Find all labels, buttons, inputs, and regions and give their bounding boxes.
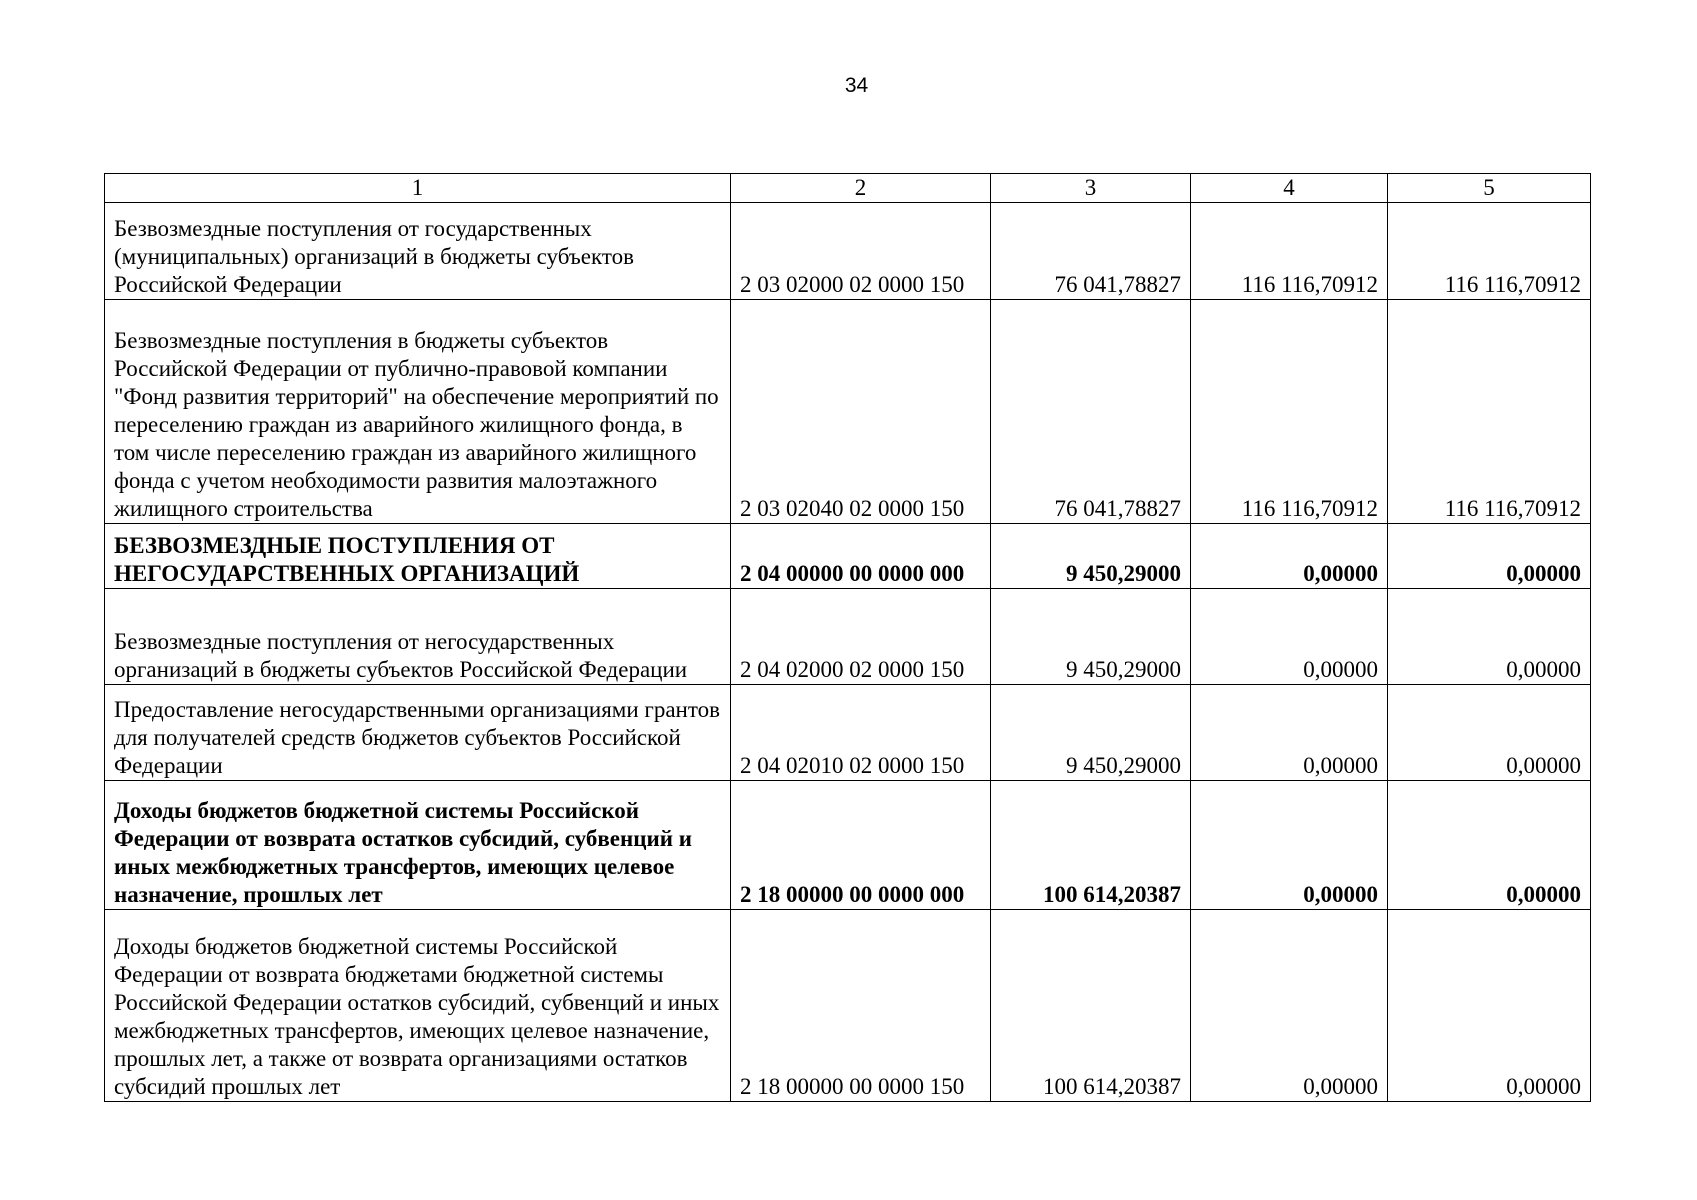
row-col3: 9 450,29000: [991, 685, 1191, 781]
row-col4: 0,00000: [1191, 781, 1388, 910]
column-header-4: 4: [1191, 174, 1388, 203]
column-header-5: 5: [1388, 174, 1591, 203]
table-row: [105, 203, 1591, 300]
row-code: 2 03 02000 02 0000 150: [731, 203, 991, 300]
row-col5: 0,00000: [1388, 589, 1591, 685]
table-row: [105, 910, 1591, 1102]
row-code: 2 04 02000 02 0000 150: [731, 589, 991, 685]
row-col5: 0,00000: [1388, 524, 1591, 589]
table-row: [105, 685, 1591, 781]
row-name: Доходы бюджетов бюджетной системы Российской Федерации от возврата остатков субсидий, субвенций и иных межбюджетных трансфертов, имеющих целевое назначение, прошлых лет: [105, 781, 731, 910]
row-col5: 0,00000: [1388, 685, 1591, 781]
row-col4: 0,00000: [1191, 910, 1388, 1102]
row-col3: 9 450,29000: [991, 524, 1191, 589]
row-code: 2 18 00000 00 0000 000: [731, 781, 991, 910]
table-row: [105, 589, 1591, 685]
row-col3: 100 614,20387: [991, 910, 1191, 1102]
row-col4: 0,00000: [1191, 685, 1388, 781]
row-name: Безвозмездные поступления в бюджеты субъектов Российской Федерации от публично-правовой компании "Фонд развития территорий" на обеспечение мероприятий по переселению граждан из аварийного жилищного фонда, в том числе переселению граждан из аварийного жилищного фонда с учетом необходимости развития малоэтажного жилищного строительства: [105, 300, 731, 524]
row-col4: 116 116,70912: [1191, 300, 1388, 524]
table-row: [105, 524, 1591, 589]
row-col5: 116 116,70912: [1388, 203, 1591, 300]
table-row: [105, 781, 1591, 910]
table-header-row: [105, 174, 1591, 203]
row-col3: 76 041,78827: [991, 300, 1191, 524]
revenue-table: [104, 173, 1591, 1102]
row-col4: 0,00000: [1191, 589, 1388, 685]
row-col4: 116 116,70912: [1191, 203, 1388, 300]
column-header-1: 1: [105, 174, 731, 203]
row-name: БЕЗВОЗМЕЗДНЫЕ ПОСТУПЛЕНИЯ ОТ НЕГОСУДАРСТВЕННЫХ ОРГАНИЗАЦИЙ: [105, 524, 731, 589]
row-code: 2 03 02040 02 0000 150: [731, 300, 991, 524]
row-col3: 9 450,29000: [991, 589, 1191, 685]
column-header-2: 2: [731, 174, 991, 203]
row-col5: 0,00000: [1388, 910, 1591, 1102]
row-code: 2 04 00000 00 0000 000: [731, 524, 991, 589]
page-number: 34: [844, 74, 869, 97]
row-col3: 76 041,78827: [991, 203, 1191, 300]
row-col5: 0,00000: [1388, 781, 1591, 910]
row-col3: 100 614,20387: [991, 781, 1191, 910]
row-name: Доходы бюджетов бюджетной системы Российской Федерации от возврата бюджетами бюджетной системы Российской Федерации остатков субсидий, субвенций и иных межбюджетных трансфертов, имеющих целевое назначение, прошлых лет, а также от возврата организациями остатков субсидий прошлых лет: [105, 910, 731, 1102]
row-code: 2 04 02010 02 0000 150: [731, 685, 991, 781]
row-col4: 0,00000: [1191, 524, 1388, 589]
row-code: 2 18 00000 00 0000 150: [731, 910, 991, 1102]
row-name: Безвозмездные поступления от государственных (муниципальных) организаций в бюджеты субъектов Российской Федерации: [105, 203, 731, 300]
row-name: Предоставление негосударственными организациями грантов для получателей средств бюджетов субъектов Российской Федерации: [105, 685, 731, 781]
row-col5: 116 116,70912: [1388, 300, 1591, 524]
table-row: [105, 300, 1591, 524]
column-header-3: 3: [991, 174, 1191, 203]
row-name: Безвозмездные поступления от негосударственных организаций в бюджеты субъектов Российской Федерации: [105, 589, 731, 685]
